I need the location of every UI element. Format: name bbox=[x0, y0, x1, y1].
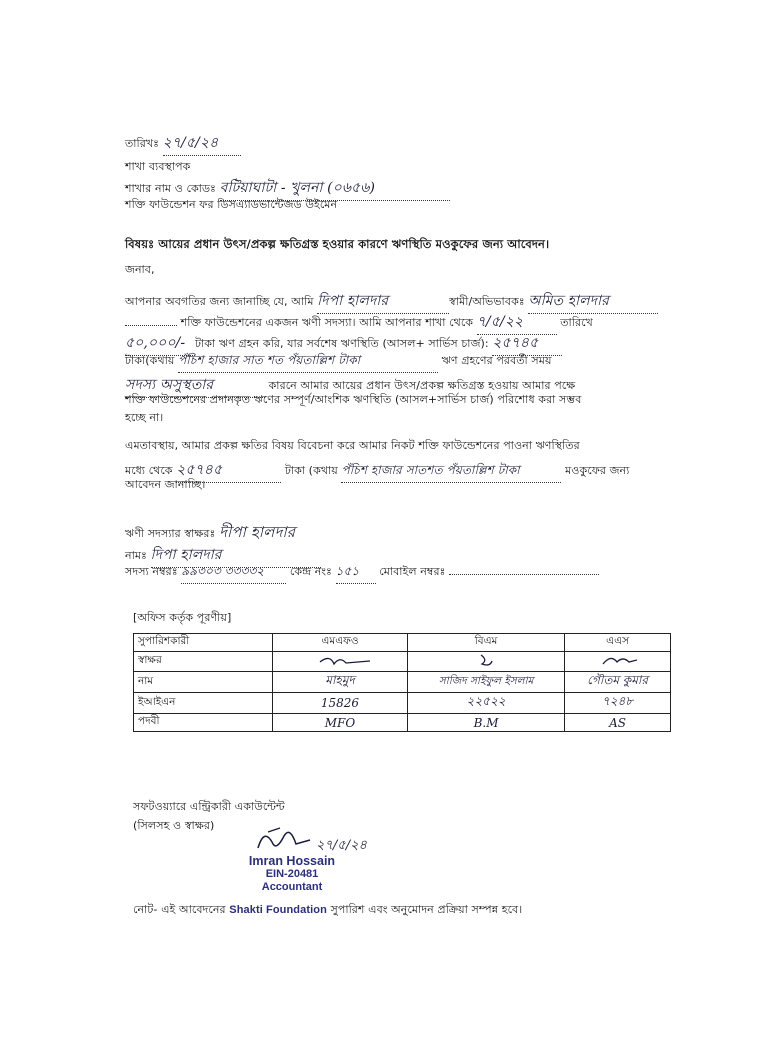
table-header-row bbox=[134, 634, 671, 652]
waive-amount: ২৫৭৪৫ bbox=[176, 458, 281, 483]
table-row bbox=[134, 714, 671, 732]
para1-line6: শক্তি ফাউন্ডেশনের প্রদানকৃত ঋণের সম্পূর্ণ/আংশিক ঋণস্থিতি (আসল+সার্ভিস চার্জ) পরিশোধ করা সম্ভব bbox=[125, 393, 582, 406]
row-label: স্বাক্ষর bbox=[134, 652, 273, 672]
text-segment: মওকুফের জন্য bbox=[565, 464, 630, 477]
table-cell: ২২৫২২ bbox=[407, 693, 564, 714]
guardian-name: অমিত হালদার bbox=[528, 289, 658, 314]
org-name: শক্তি ফাউন্ডেশন ফর ডিসএ্যাডভান্টেজড উইমেন bbox=[125, 198, 338, 211]
para2-line3: আবেদন জানাচ্ছি। bbox=[125, 478, 206, 491]
waive-words: পঁচিশ হাজার সাতশত পঁয়তাল্লিশ টাকা bbox=[341, 462, 561, 483]
text-segment: শক্তি ফাউন্ডেশনের একজন ঋণী সদস্যা। আমি আপনার শাখা থেকে bbox=[180, 316, 474, 329]
text-segment: মধ্যে থেকে bbox=[125, 464, 173, 477]
text-segment: টাকা ঋণ গ্রহন করি, যার সর্বশেষ ঋণস্থিতি (আসল+ সার্ভিস চার্জ): bbox=[195, 337, 489, 350]
table-row bbox=[134, 672, 671, 693]
reason: সদস্য অসুস্থতার bbox=[125, 373, 265, 398]
stamp-ein: EIN-20481 bbox=[265, 868, 319, 880]
table-cell: মাহমুদ bbox=[273, 672, 408, 693]
table-cell: সাজিদ সাইফুল ইসলাম bbox=[407, 672, 564, 693]
table-cell: 15826 bbox=[273, 693, 408, 714]
bm-signature bbox=[466, 652, 506, 668]
text-segment: টাকা (কথায় bbox=[284, 464, 338, 477]
text-segment: স্বামী/অভিভাবকঃ bbox=[449, 295, 525, 308]
loan-date: ৭/৫/২২ bbox=[477, 310, 557, 335]
text-segment: তারিখে bbox=[560, 316, 593, 329]
signature-cell bbox=[565, 652, 671, 672]
stamp-name: Imran Hossain bbox=[248, 854, 336, 868]
salutation: জনাব, bbox=[125, 263, 155, 276]
note-prefix: নোট- এই আবেদনের bbox=[133, 903, 226, 916]
stamp-org: Shakti Foundation bbox=[229, 904, 327, 916]
accountant-title: সফটওয়্যারে এন্ট্রিকারী একাউন্টেন্ট bbox=[133, 800, 285, 813]
branch-manager: শাখা ব্যবস্থাপক bbox=[125, 160, 191, 173]
balance-amount: ২৫৭৪৫ bbox=[492, 331, 562, 356]
member-sig-label: ঋণী সদস্যার স্বাক্ষরঃ bbox=[125, 527, 216, 540]
center-label: কেন্দ্র নংঃ bbox=[289, 565, 333, 578]
row-label: পদবী bbox=[134, 714, 273, 732]
member-number: ৯৯৩০৩ ৩৩৩৩২ bbox=[181, 563, 286, 584]
table-row bbox=[134, 693, 671, 714]
accountant-signature bbox=[250, 822, 320, 858]
text-segment: আপনার অবগতির জন্য জানাচ্ছি যে, আমি bbox=[125, 295, 314, 308]
mobile-number-field bbox=[449, 574, 599, 575]
table-header-cell: সুপারিশকারী bbox=[134, 634, 273, 652]
table-header-cell: এমএফও bbox=[273, 634, 408, 652]
text-segment: ঋণ গ্রহণের পরবর্তী সময় bbox=[441, 354, 552, 367]
member-number-row bbox=[125, 563, 599, 584]
table-row bbox=[134, 652, 671, 672]
stamp-title: Accountant bbox=[261, 881, 323, 893]
member-no-label: সদস্য নম্বরঃ bbox=[125, 565, 178, 578]
subject-line: বিষয়ঃ আয়ের প্রধান উৎস/প্রকল্প ক্ষতিগ্রস্ত হওয়ার কারণে ঋণস্থিতি মওকুফের জন্য আবেদন। bbox=[125, 237, 550, 251]
balance-words: পঁচিশ হাজার সাত শত পঁয়তাল্লিশ টাকা bbox=[178, 352, 438, 373]
table-header-cell: বিএম bbox=[407, 634, 564, 652]
office-caption: [অফিস কর্তৃক পূরণীয়] bbox=[133, 611, 232, 624]
text-segment: টাকা(কথায় bbox=[125, 354, 175, 367]
applicant-name: দিপা হালদার bbox=[317, 289, 449, 314]
loan-amount: ৫০,০০০/- bbox=[125, 331, 195, 356]
branch-value: বটিয়াঘাটা - খুলনা (০৬৫৬) bbox=[220, 176, 450, 201]
mobile-label: মোবাইল নম্বরঃ bbox=[379, 565, 446, 578]
table-cell: গৌতম কুমার bbox=[565, 672, 671, 693]
accountant-seal-note: (সিলসহ ও স্বাক্ষর) bbox=[133, 819, 215, 832]
date-label: তারিখঃ bbox=[125, 137, 160, 150]
table-cell: ৭২৪৮ bbox=[565, 693, 671, 714]
note-suffix: সুপারিশ এবং অনুমোদন প্রক্রিয়া সম্পন্ন হবে। bbox=[330, 903, 523, 916]
signature-cell bbox=[273, 652, 408, 672]
row-label: ইআইএন bbox=[134, 693, 273, 714]
row-label: নাম bbox=[134, 672, 273, 693]
note-line bbox=[133, 901, 522, 920]
date-row bbox=[125, 131, 241, 156]
approval-table bbox=[133, 633, 671, 732]
as-signature bbox=[593, 652, 643, 668]
accountant-stamp bbox=[232, 855, 352, 894]
member-name: দিপা হালদার bbox=[151, 543, 321, 568]
para1-line4 bbox=[125, 352, 552, 373]
member-name-label: নামঃ bbox=[125, 549, 147, 562]
date-value: ২৭/৫/২৪ bbox=[163, 131, 241, 156]
accountant-sign-date: ২৭/৫/২৪ bbox=[316, 838, 367, 853]
table-cell: AS bbox=[565, 714, 671, 732]
blank-field bbox=[125, 325, 177, 326]
table-cell: MFO bbox=[273, 714, 408, 732]
table-cell: B.M bbox=[407, 714, 564, 732]
para1-line7: হচ্ছে না। bbox=[125, 411, 164, 424]
para2-line1: এমতাবস্থায়, আমার প্রকল্প ক্ষতির বিষয় বিবেচনা করে আমার নিকট শক্তি ফাউন্ডেশনের পাওনা ঋণস্থিতির bbox=[125, 439, 580, 452]
text-segment: কারনে আমার আয়ের প্রধান উৎস/প্রকল্প ক্ষতিগ্রস্ত হওয়ায় আমার পক্ষে bbox=[268, 379, 576, 392]
table-header-cell: এএস bbox=[565, 634, 671, 652]
center-number: ১৫১ bbox=[336, 563, 376, 584]
signature-cell bbox=[407, 652, 564, 672]
branch-label: শাখার নাম ও কোডঃ bbox=[125, 182, 217, 195]
mfo-signature bbox=[300, 652, 380, 668]
member-signature: দীপা হালদার bbox=[219, 523, 296, 541]
